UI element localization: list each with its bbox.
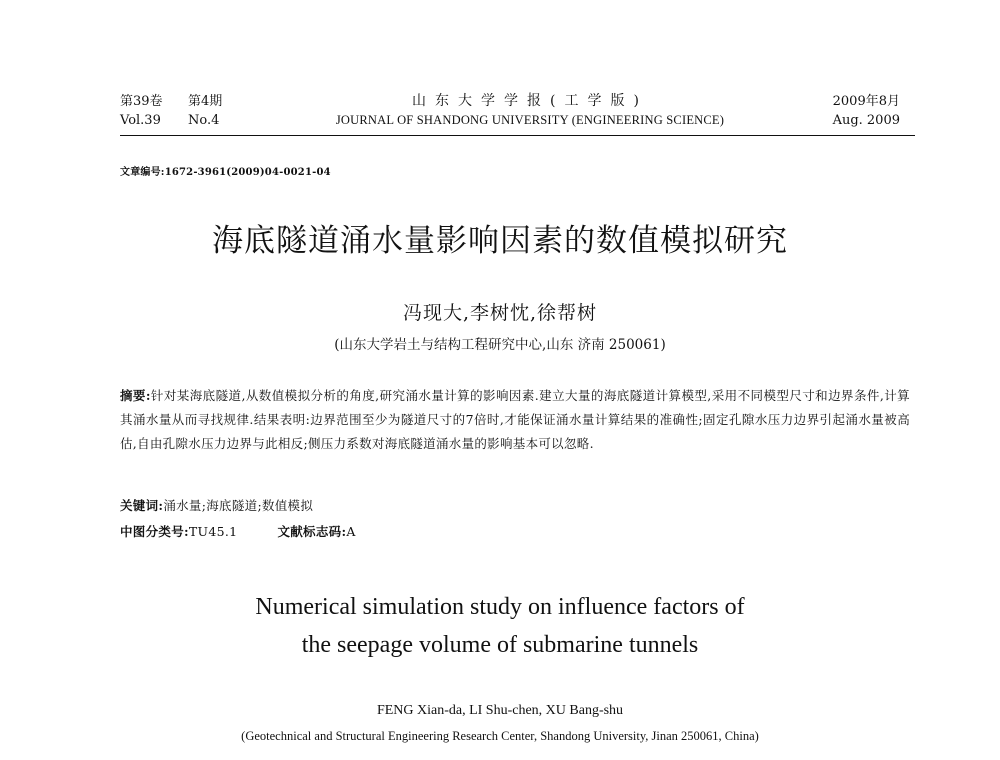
classification <box>120 522 356 540</box>
header-rule <box>120 135 915 136</box>
title-en <box>0 588 1000 664</box>
header-journal <box>300 92 760 130</box>
abstract-text: 针对某海底隧道,从数值模拟分析的角度,研究涌水量计算的影响因素.建立大量的海底隧道计算模型,采用不同模型尺寸和边界条件,计算其涌水量从而寻找规律.结果表明:边界范围至少为隧道尺寸的7倍时,才能保证涌水量计算结果的准确性;固定孔隙水压力边界引起涌水量被高估,自由孔隙水压力边界与此相反;侧压力系数对海底隧道涌水量的影响基本可以忽略. <box>120 388 910 451</box>
header-date <box>833 92 900 130</box>
clc-value: TU45.1 <box>188 524 238 539</box>
issue-cn: 第4期 <box>188 94 223 109</box>
doc-code-label: 文献标志码: <box>277 524 347 539</box>
volume-cn: 第39卷 <box>120 94 163 109</box>
title-en-line-1: Numerical simulation study on influence factors of <box>255 594 745 620</box>
volume-en: Vol.39 <box>120 113 161 128</box>
keywords-text: 涌水量;海底隧道;数值模拟 <box>163 498 314 513</box>
header-volume-issue <box>120 92 222 130</box>
abstract <box>120 384 910 456</box>
article-id: 文章编号:1672-3961(2009)04-0021-04 <box>120 167 331 178</box>
keywords <box>120 496 313 514</box>
affiliation-en: (Geotechnical and Structural Engineering Research Center, Shandong University, Jinan 250061, China) <box>241 729 759 743</box>
journal-name-cn: 山东大学学报(工学版) <box>412 93 648 109</box>
issue-en: No.4 <box>188 113 220 128</box>
date-en: Aug. 2009 <box>832 113 900 128</box>
clc-label: 中图分类号: <box>120 524 189 539</box>
authors-en: FENG Xian-da, LI Shu-chen, XU Bang-shu <box>376 703 624 718</box>
title-en-line-2: the seepage volume of submarine tunnels <box>301 632 699 658</box>
title-cn: 海底隧道涌水量影响因素的数值模拟研究 <box>212 223 788 259</box>
keywords-label: 关键词: <box>120 498 164 513</box>
journal-name-en: JOURNAL OF SHANDONG UNIVERSITY (ENGINEERING SCIENCE) <box>335 113 725 127</box>
affiliation-cn: (山东大学岩土与结构工程研究中心,山东 济南 250061) <box>334 337 666 353</box>
abstract-label: 摘要: <box>120 388 151 403</box>
date-cn: 2009年8月 <box>832 94 900 109</box>
authors-cn: 冯现大,李树忱,徐帮树 <box>402 302 598 324</box>
doc-code-value: A <box>346 524 356 539</box>
